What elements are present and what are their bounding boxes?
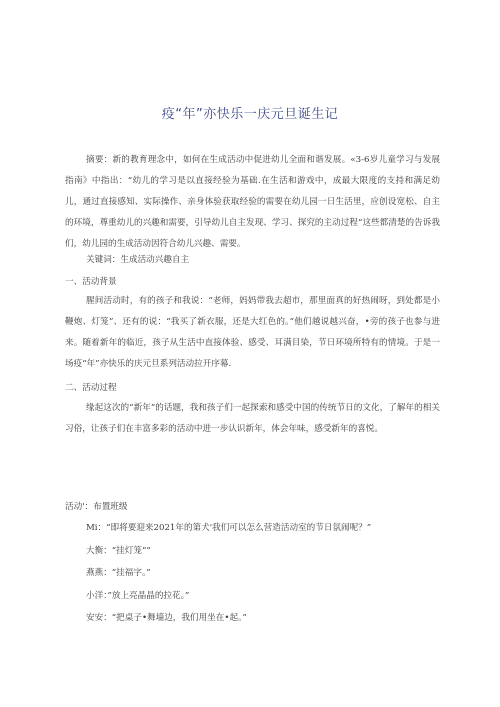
background-paragraph: 腥间活动时，有的孩子和我说：“老师，妈妈带我去超市，那里面真的好热闹呀，到处都是小鞭炮、灯笼”、还有的说：“我买了新衣服，还是大红色的。”他们越说越兴奋，•旁的孩子也参与进来。随着新年的临近，孩子从生活中直接体验、感受、耳满目染，节日环境所特有的情境。于是一场疫“年”亦快乐的庆元旦系列活动拉开序幕. [65, 296, 440, 369]
section-heading-process: 二、活动过程 [65, 383, 117, 393]
abstract-paragraph: 摘要：新的教育理念中，如何在生成活动中促进幼儿全面和谐发展。«3-6岁儿童学习与发展指南》中指出：“幼儿的学习是以直接经验为基础.在生活和游戏中，成最大限度的支持和满足幼儿，通过直接感知、实际操作、亲身体验获取经验的需要在幼儿园一日生活里，应创设宽松、自主的环境，尊重幼儿的兴趣和需要，引导幼儿自主发现、学习、探究的主动过程“这些都清楚的告诉我们，幼儿园的生成活动因符合幼儿兴趣、需要。 [65, 155, 440, 249]
section-heading-background: 一、活动背景 [65, 277, 117, 287]
dialogue-line: Mi：“即将要迎来2021年的第犬'我们可以怎么营造活动室的节日氛闹呢？” [86, 523, 372, 533]
dialogue-line: 小洋：”放上亮晶晶的拉花。” [86, 591, 190, 601]
document-title: 疫“年”亦快乐一庆元旦诞生记 [161, 107, 339, 122]
dialogue-line: 燕燕：“挂福字。” [86, 568, 151, 578]
dialogue-line: 大衡：“挂灯笼“” [86, 546, 151, 556]
dialogue-line: 安安：“把桌子•舞墙边，我们用坐在•起。” [86, 613, 247, 623]
keywords-line: 关键词：生成活动兴趣自主 [86, 255, 190, 265]
activity-heading: 活动'：布置班级 [65, 502, 128, 512]
process-paragraph: 缘起这次的“新年”的话题，我和孩子们一起探索和感受中国的传统节日的文化，了解年的相关习俗，让孩子们在丰富多彩的活动中进一步认识新年，体会年味，感受新年的喜悦。 [65, 403, 440, 434]
